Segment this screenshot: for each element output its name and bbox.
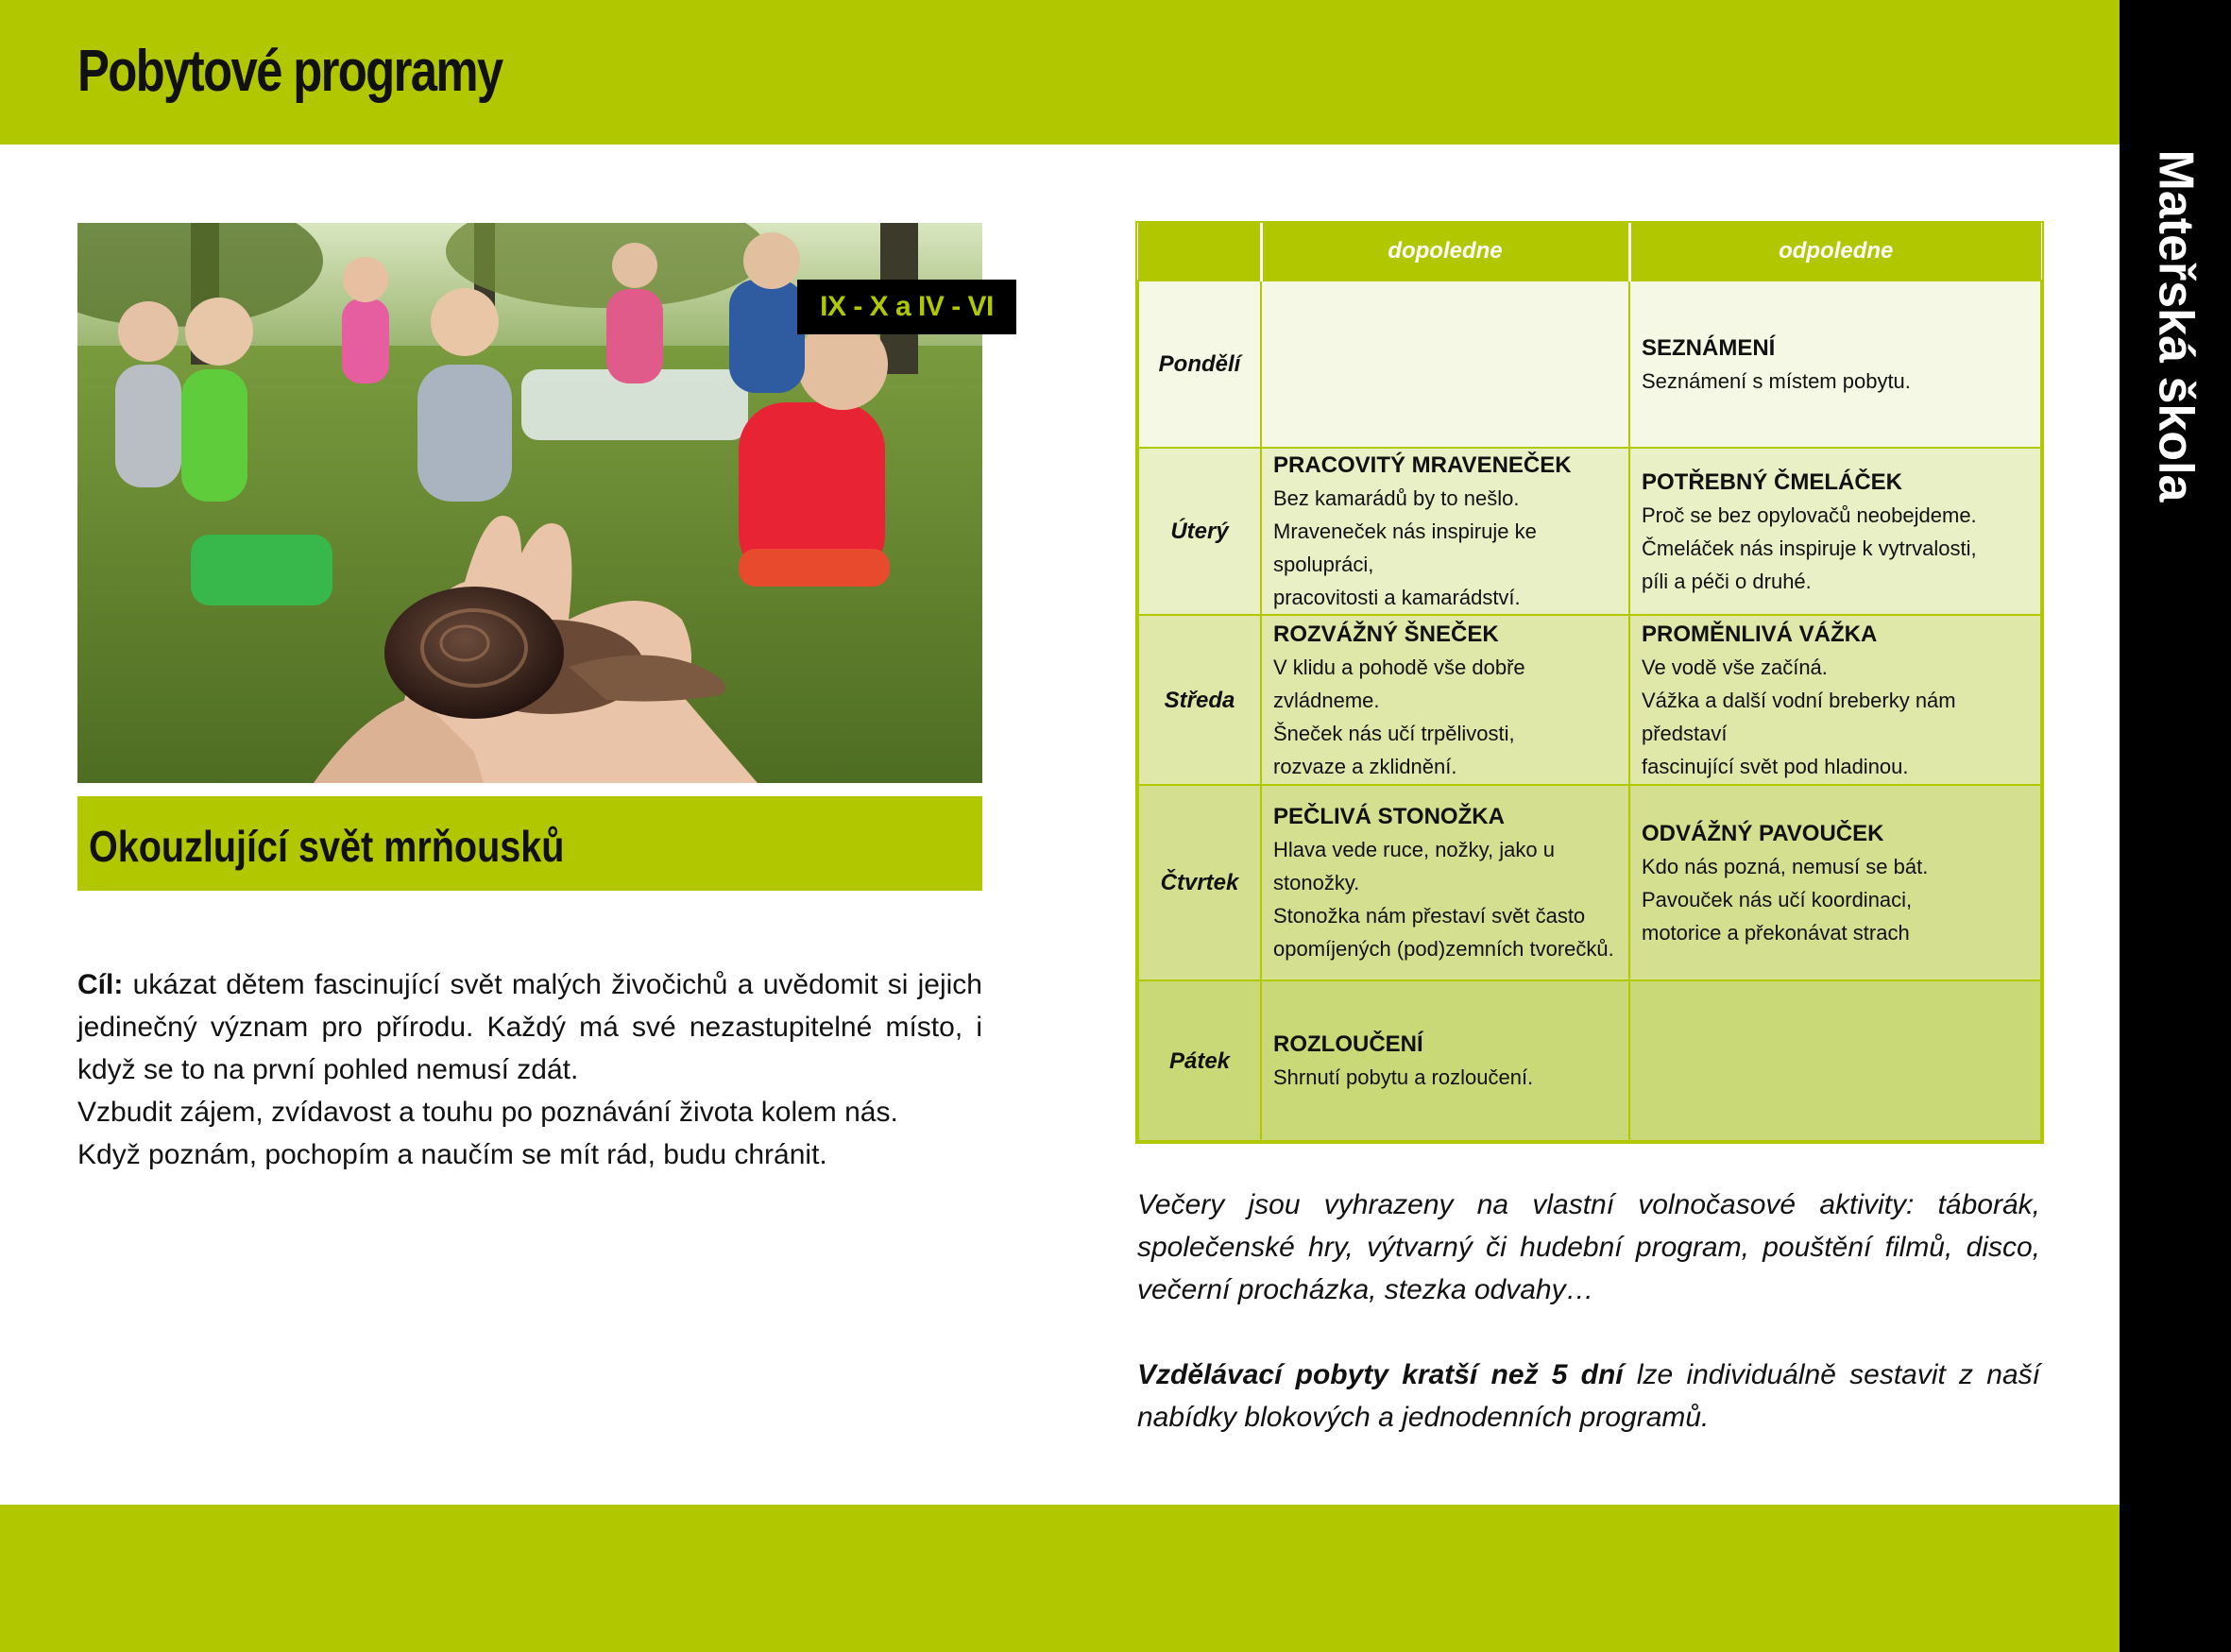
header-empty	[1138, 223, 1261, 281]
page-title: Pobytové programy	[77, 39, 502, 104]
activity-description-line: Ve vodě vše začíná.	[1642, 655, 1828, 679]
activity-title: PEČLIVÁ STONOŽKA	[1273, 804, 1505, 829]
goal-paragraph	[77, 963, 982, 1091]
activity-title: ROZLOUČENÍ	[1273, 1031, 1423, 1057]
sidebar-label-wrap	[2120, 142, 2231, 510]
activity-description-line: Vážka a další vodní breberky nám představí	[1642, 688, 1956, 745]
goal-text: ukázat dětem fascinující svět malých živočichů a uvědomit si jejich jedinečný význam pro přírodu. Každý má své nezastupitelné místo, i když se to na první pohled nemusí zdát.	[77, 969, 982, 1085]
afternoon-activity-cell	[1629, 785, 2041, 980]
program-title: Okouzlující svět mrňousků	[89, 822, 565, 871]
activity-description-line: opomíjených (pod)zemních tvorečků.	[1273, 937, 1614, 961]
schedule-body	[1138, 281, 2041, 1141]
schedule-header-row	[1138, 223, 2041, 281]
afternoon-activity-cell	[1629, 980, 2041, 1141]
activity-title: ODVÁŽNÝ PAVOUČEK	[1642, 820, 1884, 846]
sidebar-label: Mateřská škola	[2148, 149, 2204, 502]
schedule-table	[1137, 223, 2042, 1142]
activity-description-line: Čmeláček nás inspiruje k vytrvalosti,	[1642, 536, 1977, 560]
activity-title: POTŘEBNÝ ČMELÁČEK	[1642, 468, 1903, 495]
morning-activity-cell	[1261, 281, 1629, 448]
goal-section	[77, 963, 982, 1176]
activity-description-line: Stonožka nám přestaví svět často	[1273, 904, 1586, 928]
header-bar	[0, 0, 2120, 145]
day-label: Úterý	[1138, 448, 1261, 615]
activity-title: PROMĚNLIVÁ VÁŽKA	[1642, 621, 1878, 647]
schedule-row	[1138, 448, 2041, 615]
goal-line-3: Když poznám, pochopím a naučím se mít rád, budu chránit.	[77, 1139, 827, 1170]
morning-activity-cell	[1261, 615, 1629, 785]
schedule-row	[1138, 785, 2041, 980]
morning-activity-cell	[1261, 980, 1629, 1141]
goal-label: Cíl:	[77, 969, 124, 1000]
header-morning: dopoledne	[1261, 223, 1629, 281]
day-label: Pondělí	[1138, 281, 1261, 448]
activity-description-line: píli a péči o druhé.	[1642, 569, 1812, 593]
activity-description-line: Bez kamarádů by to nešlo.	[1273, 486, 1520, 510]
short-stay-note	[1137, 1354, 2040, 1439]
activity-description-line: Shrnutí pobytu a rozloučení.	[1273, 1065, 1534, 1089]
activity-description-line: Seznámení s místem pobytu.	[1642, 368, 1911, 393]
short-stay-text: lze individuálně sestavit z naší nabídky blokových a jednodenních programů.	[1137, 1359, 2040, 1433]
schedule-row	[1138, 615, 2041, 785]
program-title-box	[77, 796, 982, 891]
schedule-row	[1138, 980, 2041, 1141]
morning-activity-cell	[1261, 448, 1629, 615]
activity-description-line: fascinující svět pod hladinou.	[1642, 754, 1909, 778]
activity-description-line: V klidu a pohodě vše dobře zvládneme.	[1273, 655, 1525, 712]
header-afternoon: odpoledne	[1629, 223, 2041, 281]
day-label: Pátek	[1138, 980, 1261, 1141]
activity-description-line: Pavouček nás učí koordinaci,	[1642, 887, 1913, 911]
goal-line-2: Vzbudit zájem, zvídavost a touhu po poznávání života kolem nás.	[77, 1097, 898, 1128]
activity-description-line: Kdo nás pozná, nemusí se bát.	[1642, 854, 1929, 878]
short-stay-bold: Vzdělávací pobyty kratší než 5 dní	[1137, 1359, 1624, 1390]
evening-note: Večery jsou vyhrazeny na vlastní volnočasové aktivity: táborák, společenské hry, výtvarný či hudební program, pouštění filmů, disco, večerní procházka, stezka odvahy…	[1137, 1189, 2040, 1305]
afternoon-activity-cell	[1629, 281, 2041, 448]
activity-description-line: motorice a překonávat strach	[1642, 920, 1910, 945]
activity-description-line: Mraveneček nás inspiruje ke spolupráci,	[1273, 519, 1537, 576]
activity-title: SEZNÁMENÍ	[1642, 334, 1776, 361]
activity-title: ROZVÁŽNÝ ŠNEČEK	[1273, 621, 1499, 647]
afternoon-activity-cell	[1629, 448, 2041, 615]
schedule-row	[1138, 281, 2041, 448]
notes-section	[1137, 1184, 2040, 1439]
day-label: Čtvrtek	[1138, 785, 1261, 980]
afternoon-activity-cell	[1629, 615, 2041, 785]
activity-description-line: rozvaze a zklidnění.	[1273, 754, 1457, 778]
morning-activity-cell	[1261, 785, 1629, 980]
season-badge: IX - X a IV - VI	[797, 280, 1016, 334]
day-label: Středa	[1138, 615, 1261, 785]
activity-description-line: pracovitosti a kamarádství.	[1273, 586, 1521, 609]
activity-description-line: Šneček nás učí trpělivosti,	[1273, 721, 1515, 745]
activity-description-line: Proč se bez opylovačů neobejdeme.	[1642, 502, 1977, 527]
footer-bar	[0, 1505, 2120, 1652]
activity-description-line: Hlava vede ruce, nožky, jako u stonožky.	[1273, 838, 1555, 894]
activity-title: PRACOVITÝ MRAVENEČEK	[1273, 452, 1572, 478]
